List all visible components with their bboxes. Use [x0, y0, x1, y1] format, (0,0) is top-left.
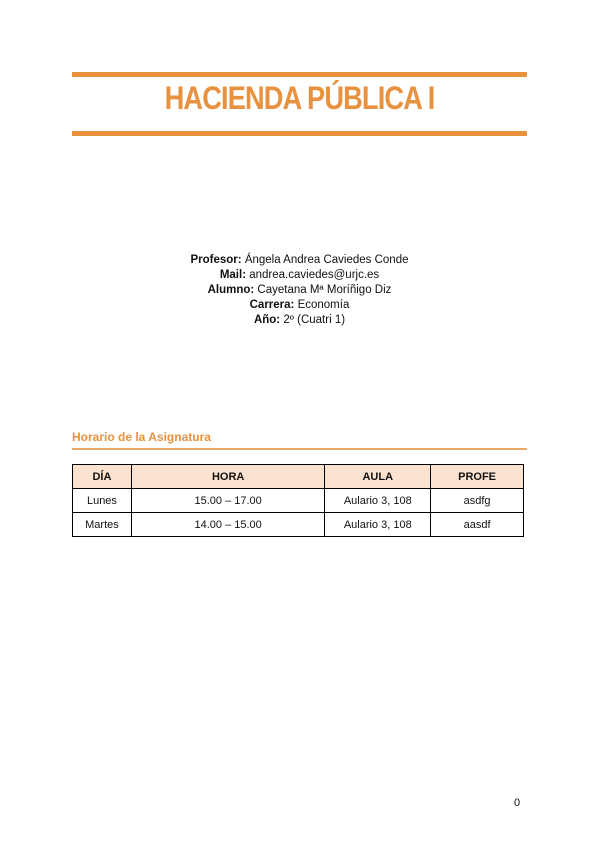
table-row: [73, 489, 524, 513]
info-label: Alumno:: [207, 284, 255, 296]
info-label: Profesor:: [190, 254, 242, 266]
info-value: andrea.caviedes@urjc.es: [249, 269, 380, 281]
table-cell: aasdf: [431, 513, 524, 537]
column-header: DÍA: [73, 465, 132, 489]
table-row: [73, 513, 524, 537]
document-title: HACIENDA PÚBLICA I: [164, 80, 435, 116]
info-value: Cayetana Mª Moríñigo Diz: [257, 284, 392, 296]
section-rule: [72, 448, 527, 450]
table-cell: 14.00 – 15.00: [131, 513, 324, 537]
info-label: Carrera:: [249, 299, 295, 311]
section-heading: Horario de la Asignatura: [72, 430, 211, 444]
table-header-row: [73, 465, 524, 489]
schedule-table: [72, 464, 524, 537]
info-line-carrera: [72, 298, 527, 313]
info-label: Año:: [253, 314, 281, 326]
table-cell: asdfg: [431, 489, 524, 513]
info-value: 2º (Cuatri 1): [283, 314, 346, 326]
info-line-mail: [72, 268, 527, 283]
table-cell: 15.00 – 17.00: [131, 489, 324, 513]
info-label: Mail:: [219, 269, 247, 281]
info-line-ano: [72, 313, 527, 328]
info-line-profesor: [72, 253, 527, 268]
title-top-rule: [72, 72, 527, 77]
table-cell: Aulario 3, 108: [325, 513, 431, 537]
info-value: Economía: [297, 299, 350, 311]
column-header: AULA: [325, 465, 431, 489]
column-header: HORA: [131, 465, 324, 489]
info-value: Ángela Andrea Caviedes Conde: [244, 254, 409, 266]
table-cell: Martes: [73, 513, 132, 537]
table-cell: Aulario 3, 108: [325, 489, 431, 513]
column-header: PROFE: [431, 465, 524, 489]
title-bottom-rule: [72, 131, 527, 136]
info-block: [72, 253, 527, 328]
page-number: 0: [514, 797, 521, 809]
info-line-alumno: [72, 283, 527, 298]
table-cell: Lunes: [73, 489, 132, 513]
